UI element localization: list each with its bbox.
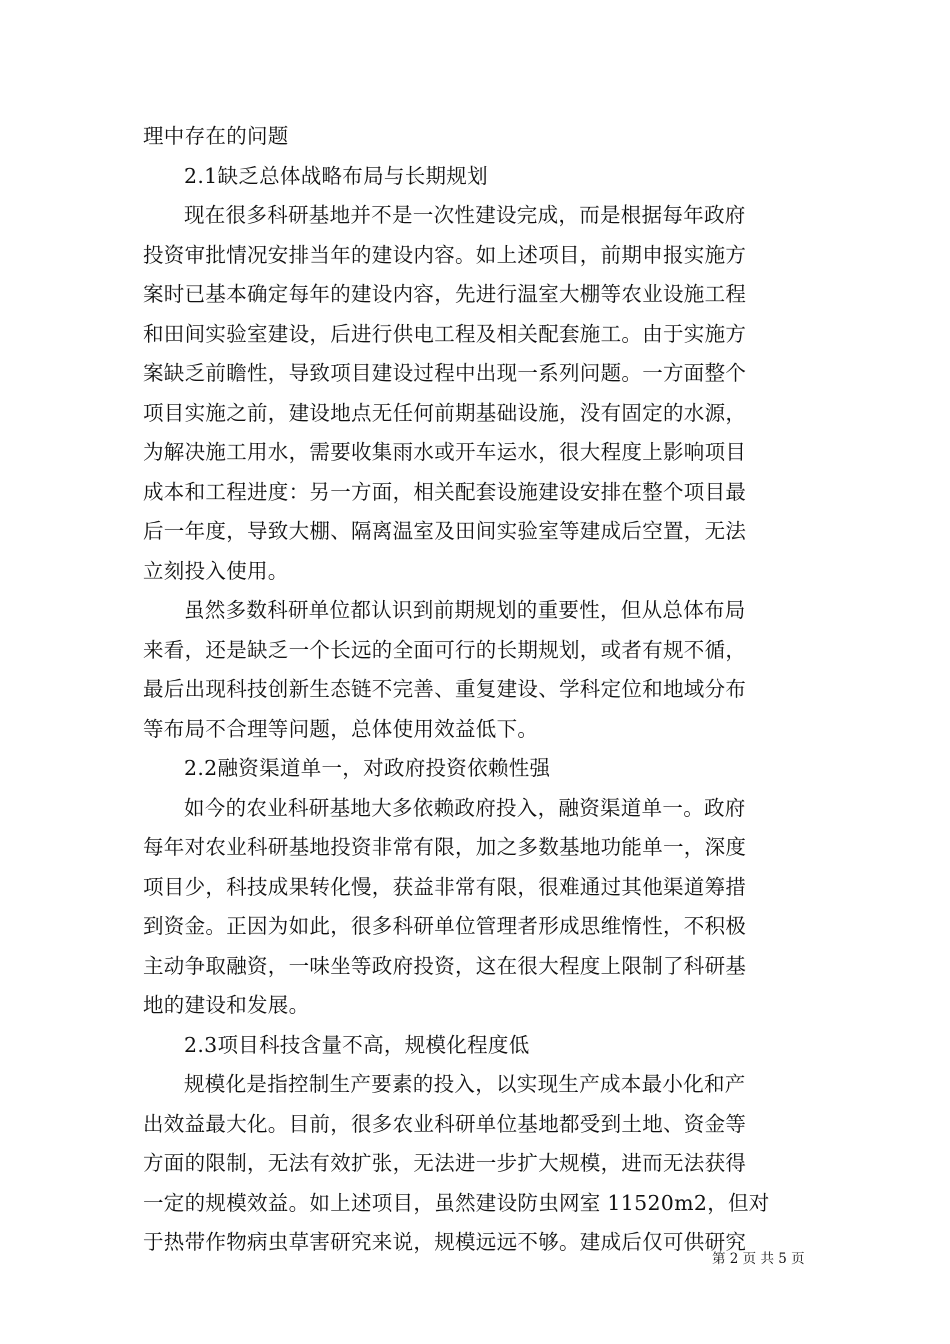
text-line: 等布局不合理等问题，总体使用效益低下。 bbox=[143, 716, 539, 741]
text-line: 方面的限制，无法有效扩张，无法进一步扩大规模，进而无法获得 bbox=[143, 1151, 747, 1175]
text-line: 和田间实验室建设，后进行供电工程及相关配套施工。由于实施方 bbox=[143, 321, 747, 346]
text-line: 于热带作物病虫草害研究来说，规模远远不够。建成后仅可供研究 bbox=[143, 1230, 747, 1254]
text-line: 2.3项目科技含量不高，规模化程度低 bbox=[184, 1032, 530, 1057]
text-line: 案缺乏前瞻性，导致项目建设过程中出现一系列问题。一方面整个 bbox=[143, 361, 747, 385]
text-line: 如今的农业科研基地大多依赖政府投入，融资渠道单一。政府 bbox=[184, 795, 746, 820]
text-line: 每年对农业科研基地投资非常有限，加之多数基地功能单一，深度 bbox=[143, 835, 747, 859]
text-line: 案时已基本确定每年的建设内容，先进行温室大棚等农业设施工程 bbox=[143, 282, 747, 306]
text-line: 投资审批情况安排当年的建设内容。如上述项目，前期申报实施方 bbox=[143, 242, 747, 267]
text-line: 地的建设和发展。 bbox=[143, 993, 310, 1017]
page-number-footer: 第 2 页 共 5 页 bbox=[712, 1251, 805, 1267]
text-line: 2.1缺乏总体战略布局与长期规划 bbox=[184, 163, 488, 188]
text-line: 主动争取融资，一味坐等政府投资，这在很大程度上限制了科研基 bbox=[143, 953, 747, 978]
document-body bbox=[143, 117, 808, 1263]
text-line: 来看，还是缺乏一个长远的全面可行的长期规划，或者有规不循， bbox=[143, 637, 747, 662]
text-line: 理中存在的问题 bbox=[143, 124, 289, 148]
text-line: 到资金。正因为如此，很多科研单位管理者形成思维惰性，不积极 bbox=[143, 914, 747, 938]
text-line: 2.2融资渠道单一，对政府投资依赖性强 bbox=[184, 756, 551, 780]
text-line: 项目少，科技成果转化慢，获益非常有限，很难通过其他渠道筹措 bbox=[143, 874, 747, 899]
text-line: 后一年度，导致大棚、隔离温室及田间实验室等建成后空置，无法 bbox=[143, 519, 747, 543]
text-line: 现在很多科研基地并不是一次性建设完成，而是根据每年政府 bbox=[184, 203, 746, 227]
text-line: 最后出现科技创新生态链不完善、重复建设、学科定位和地域分布 bbox=[143, 677, 747, 701]
text-line: 虽然多数科研单位都认识到前期规划的重要性，但从总体布局 bbox=[184, 598, 746, 622]
text-line: 成本和工程进度：另一方面，相关配套设施建设安排在整个项目最 bbox=[143, 479, 747, 504]
text-line: 为解决施工用水，需要收集雨水或开车运水，很大程度上影响项目 bbox=[143, 440, 747, 464]
text-line: 规模化是指控制生产要素的投入，以实现生产成本最小化和产 bbox=[184, 1072, 746, 1096]
text-line: 出效益最大化。目前，很多农业科研单位基地都受到土地、资金等 bbox=[143, 1111, 747, 1136]
text-line: 一定的规模效益。如上述项目，虽然建设防虫网室 11520m2，但对 bbox=[143, 1190, 770, 1215]
text-line: 立刻投入使用。 bbox=[143, 558, 289, 583]
text-line: 项目实施之前，建设地点无任何前期基础设施，没有固定的水源， bbox=[143, 400, 747, 425]
